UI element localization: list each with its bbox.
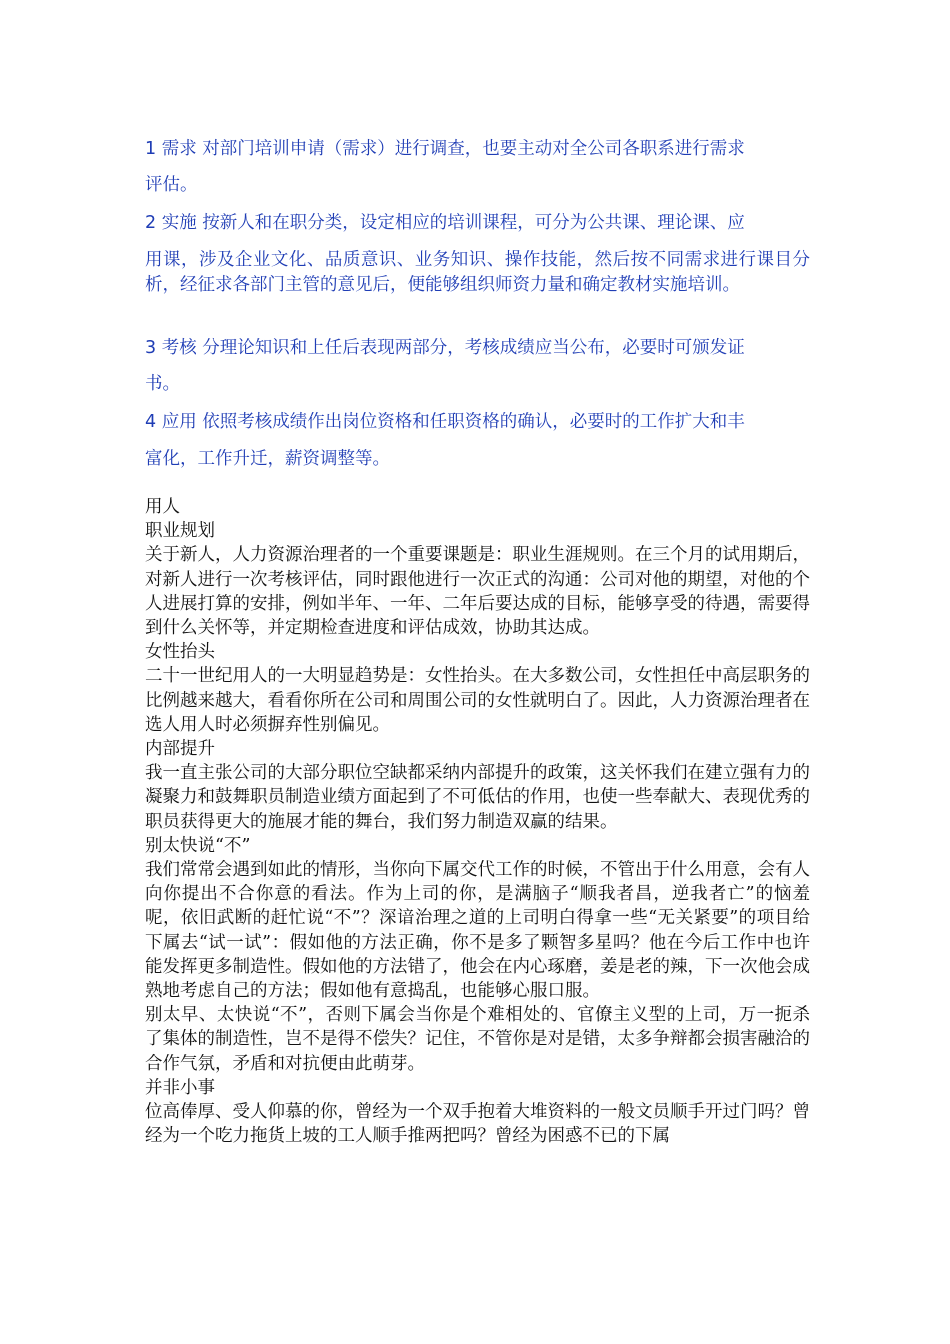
heading-female: 女性抬头 bbox=[145, 642, 215, 663]
heading-use: 用人 bbox=[145, 497, 180, 517]
paragraph-small: 位高俸厚、受人仰慕的你，曾经为一个双手抱着大堆资料的一般文员顺手开过门吗？曾经为一个吃力拖货上坡的工人顺手推两把吗？曾经为困惑不已的下属 bbox=[145, 1102, 810, 1147]
paragraph-internal: 我一直主张公司的大部分职位空缺都采纳内部提升的政策，这关怀我们在建立强有力的凝聚力和鼓舞职员制造业绩方面起到了不可低估的作用，也使一些奉献大、表现优秀的职员获得更大的施展才能的舞台，我们努力制造双赢的结果。 bbox=[145, 763, 810, 832]
step-line: 1 需求 对部门培训申请（需求）进行调查，也要主动对全公司各职系进行需求 bbox=[145, 139, 745, 159]
heading-internal: 内部提升 bbox=[145, 739, 215, 760]
heading-career: 职业规划 bbox=[145, 521, 215, 542]
paragraph-female: 二十一世纪用人的一大明显趋势是：女性抬头。在大多数公司，女性担任中高层职务的比例越来越大，看看你所在公司和周围公司的女性就明白了。因此，人力资源治理者在选人用人时必须摒弃性别偏见。 bbox=[145, 666, 810, 735]
paragraph-career: 关于新人，人力资源治理者的一个重要课题是：职业生涯规则。在三个月的试用期后，对新人进行一次考核评估，同时跟他进行一次正式的沟通：公司对他的期望，对他的个人进展打算的安排，例如半年、一年、二年后要达成的目标，能够享受的待遇，需要得到什么关怀等，并定期检查进度和评估成效，协助其达成。 bbox=[145, 545, 810, 639]
paragraph-no-1: 我们常常会遇到如此的情形，当你向下属交代工作的时候，不管出于什么用意，会有人向你提出不合你意的看法。作为上司的你，是满脑子“顺我者昌，逆我者亡”的恼羞呢，依旧武断的赶忙说“不”？深谙治理之道的上司明白得拿一些“无关紧要”的项目给下属去“试一试”：假如他的方法正确，你不是多了颗智多星吗？他在今后工作中也许能发挥更多制造性。假如他的方法错了，他会在内心琢磨，姜是老的辣，下一次他会成熟地考虑自己的方法；假如他有意捣乱，也能够心服口服。 bbox=[145, 860, 810, 1002]
step-line: 评估。 bbox=[145, 175, 198, 195]
step-line: 3 考核 分理论知识和上任后表现两部分，考核成绩应当公布，必要时可颁发证 bbox=[145, 338, 745, 358]
heading-no: 别太快说“不” bbox=[145, 835, 251, 856]
paragraph-no-2: 别太早、太快说“不”，否则下属会当你是个难相处的、官僚主义型的上司，万一扼杀了集体的制造性，岂不是得不偿失？记住，不管你是对是错，太多争辩都会损害融洽的合作气氛，矛盾和对抗便由此萌芽。 bbox=[145, 1005, 810, 1074]
step-line: 用课，涉及企业文化、品质意识、业务知识、操作技能，然后按不同需求进行课目分析，经征求各部门主管的意见后，便能够组织师资力量和确定教材实施培训。 bbox=[145, 250, 810, 295]
heading-small: 并非小事 bbox=[145, 1077, 215, 1098]
step-line: 2 实施 按新人和在职分类，设定相应的培训课程，可分为公共课、理论课、应 bbox=[145, 213, 745, 233]
body-text bbox=[145, 495, 810, 1148]
step-line: 4 应用 依照考核成绩作出岗位资格和任职资格的确认，必要时的工作扩大和丰 bbox=[145, 412, 745, 432]
step-line: 富化，工作升迁，薪资调整等。 bbox=[145, 449, 390, 469]
step-line: 书。 bbox=[145, 374, 180, 394]
